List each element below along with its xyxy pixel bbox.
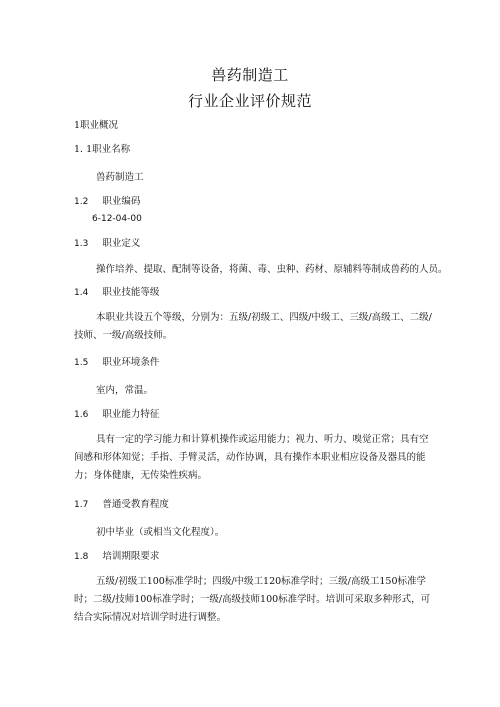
section-number: 1.7 <box>74 500 89 510</box>
document-title: 兽药制造工 <box>211 66 289 84</box>
section-label: 职业定义 <box>102 238 141 249</box>
section-heading-1-7 <box>74 496 169 510</box>
section-1-3-body: 操作培养、提取、配制等设备，将菌、毒、虫种、药材、原辅料等制成兽药的人员。 <box>96 264 448 275</box>
section-heading-1-2 <box>74 193 140 207</box>
section-number: 1.3 <box>74 239 89 249</box>
section-heading-1-6 <box>74 406 159 420</box>
section-heading-1-1: 1. 1职业名称 <box>74 144 131 155</box>
section-1-1-body: 兽药制造工 <box>96 172 144 183</box>
section-1-7-body: 初中毕业（或相当文化程度）。 <box>96 527 225 538</box>
section-1-8-body: 五级/初级工100标准学时；四级/中级工120标准学时；三级/高级工150标准学时；二级/技师100标准学时；一级/高级技师100标准学时。培训可采取多种形式，可结合实际情况对培训学时进行调整。 <box>74 576 431 623</box>
document-subtitle: 行业企业评价规范 <box>187 92 312 110</box>
section-label: 职业能力特征 <box>102 409 160 420</box>
section-number: 1.4 <box>74 288 89 298</box>
section-label: 普通受教育程度 <box>102 499 169 510</box>
section-heading-1: 1职业概况 <box>74 120 119 131</box>
section-label: 职业环境条件 <box>102 357 160 368</box>
section-1-4-body: 本职业共设五个等级，分别为：五级/初级工、四级/中级工、三级/高级工、二级/技师、一级/高级技师。 <box>74 312 432 341</box>
section-number: 1.5 <box>74 358 89 368</box>
section-label: 培训期限要求 <box>102 551 160 562</box>
section-number: 1.8 <box>74 552 89 562</box>
section-1-2-body: 6-12-04-00 <box>92 214 142 224</box>
section-heading-1-5 <box>74 354 159 368</box>
section-number: 1.6 <box>74 410 89 420</box>
section-number: 1.2 <box>74 197 89 207</box>
section-heading-1-4 <box>74 284 159 298</box>
section-label: 职业技能等级 <box>102 287 160 298</box>
section-1-5-body: 室内，常温。 <box>96 385 154 396</box>
section-heading-1-8 <box>74 548 159 562</box>
section-1-6-body: 具有一定的学习能力和计算机操作或运用能力；视力、听力、嗅觉正常；具有空间感和形体知觉；手指、手臂灵活，动作协调，具有操作本职业相应设备及器具的能力；身体健康，无传染性疾病。 <box>74 434 429 481</box>
section-label: 职业编码 <box>102 196 141 207</box>
section-heading-1-3 <box>74 235 140 249</box>
